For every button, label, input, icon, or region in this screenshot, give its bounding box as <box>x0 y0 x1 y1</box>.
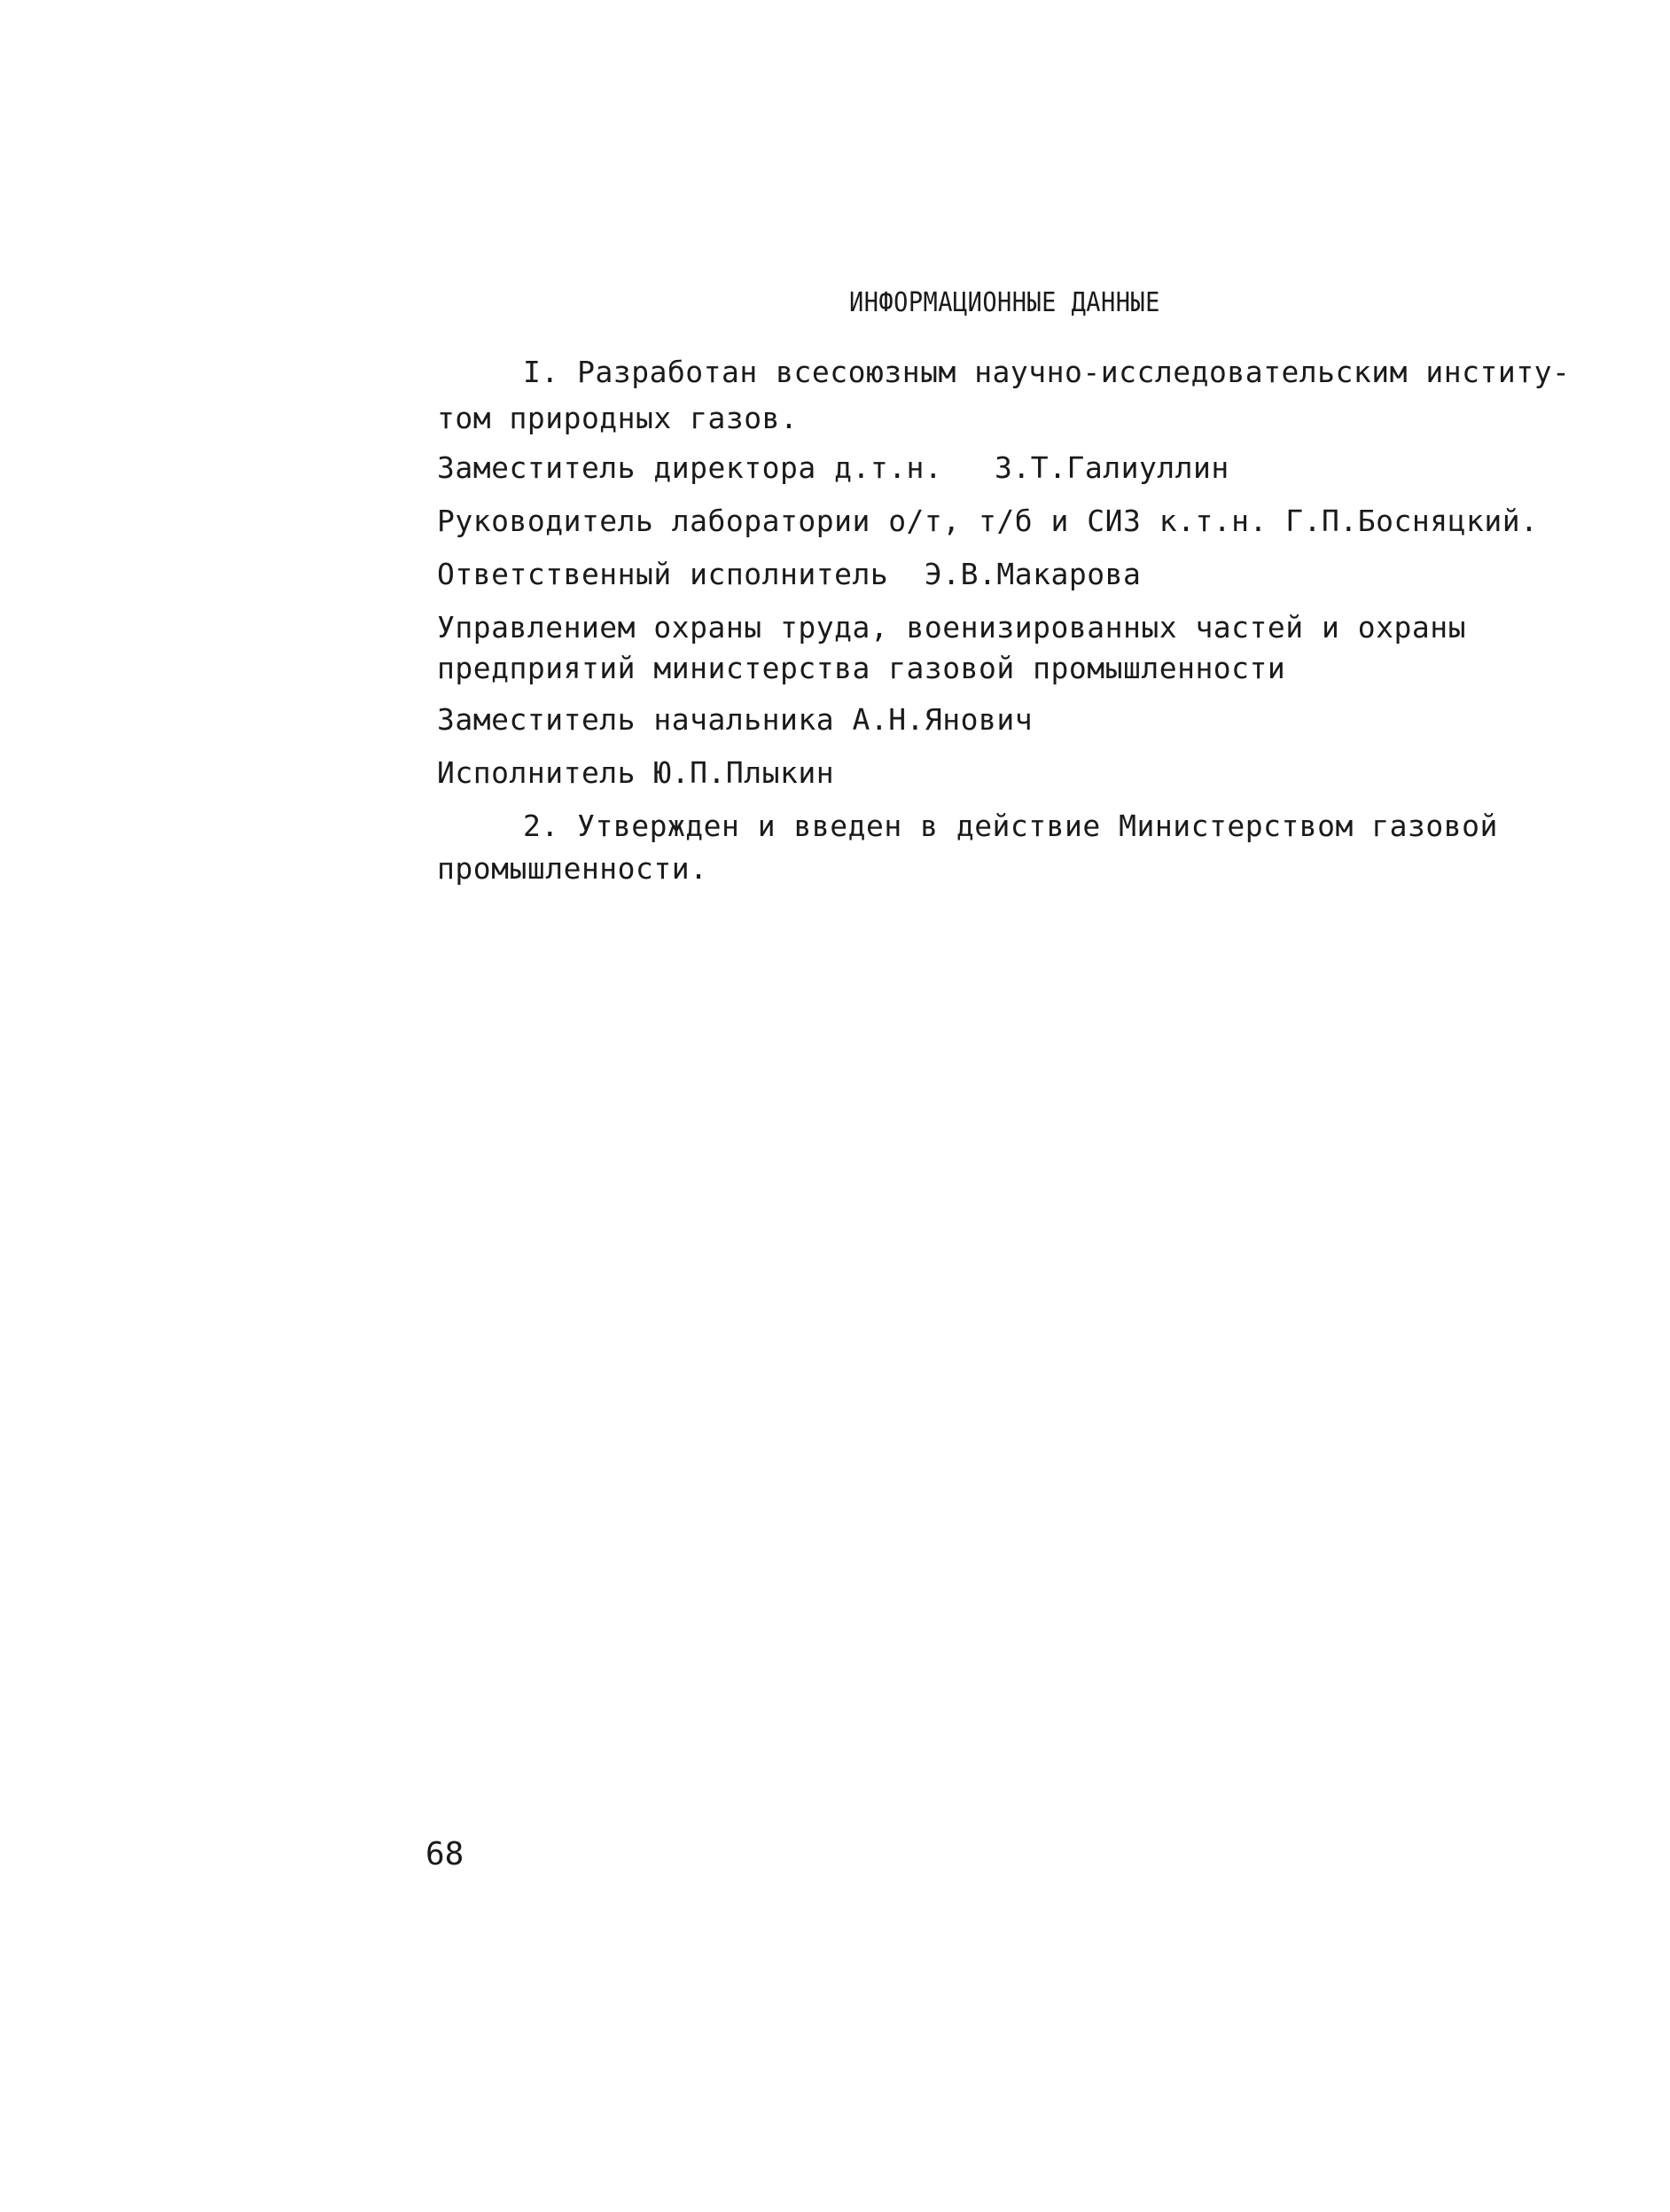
document-heading: ИНФОРМАЦИОННЫЕ ДАННЫЕ <box>849 287 1160 318</box>
deputy-director-label: Заместитель директора д.т.н. <box>437 450 943 485</box>
department-line1: Управлением охраны труда, военизированных частей и охраны <box>437 610 1466 645</box>
item2-line1: 2. Утвержден и введен в действие Министерством газовой <box>523 809 1498 843</box>
lab-head-line: Руководитель лаборатории о/т, т/б и СИЗ к.т.н. Г.П.Босняцкий. <box>437 504 1539 538</box>
item1-line1: I. Разработан всесоюзным научно-исследовательским институ- <box>523 355 1571 389</box>
deputy-director-name: З.Т.Галиуллин <box>995 450 1229 485</box>
deputy-chief-line: Заместитель начальника А.Н.Янович <box>437 702 1034 737</box>
executor-line: Исполнитель Ю.П.Плыкин <box>437 755 835 790</box>
page-number: 68 <box>425 1836 464 1872</box>
item1-line2: том природных газов. <box>437 401 799 435</box>
responsible-executor-line: Ответственный исполнитель Э.В.Макарова <box>437 557 1142 591</box>
department-line2: предприятий министерства газовой промышленности <box>437 651 1286 685</box>
item2-line2: промышленности. <box>437 851 708 886</box>
